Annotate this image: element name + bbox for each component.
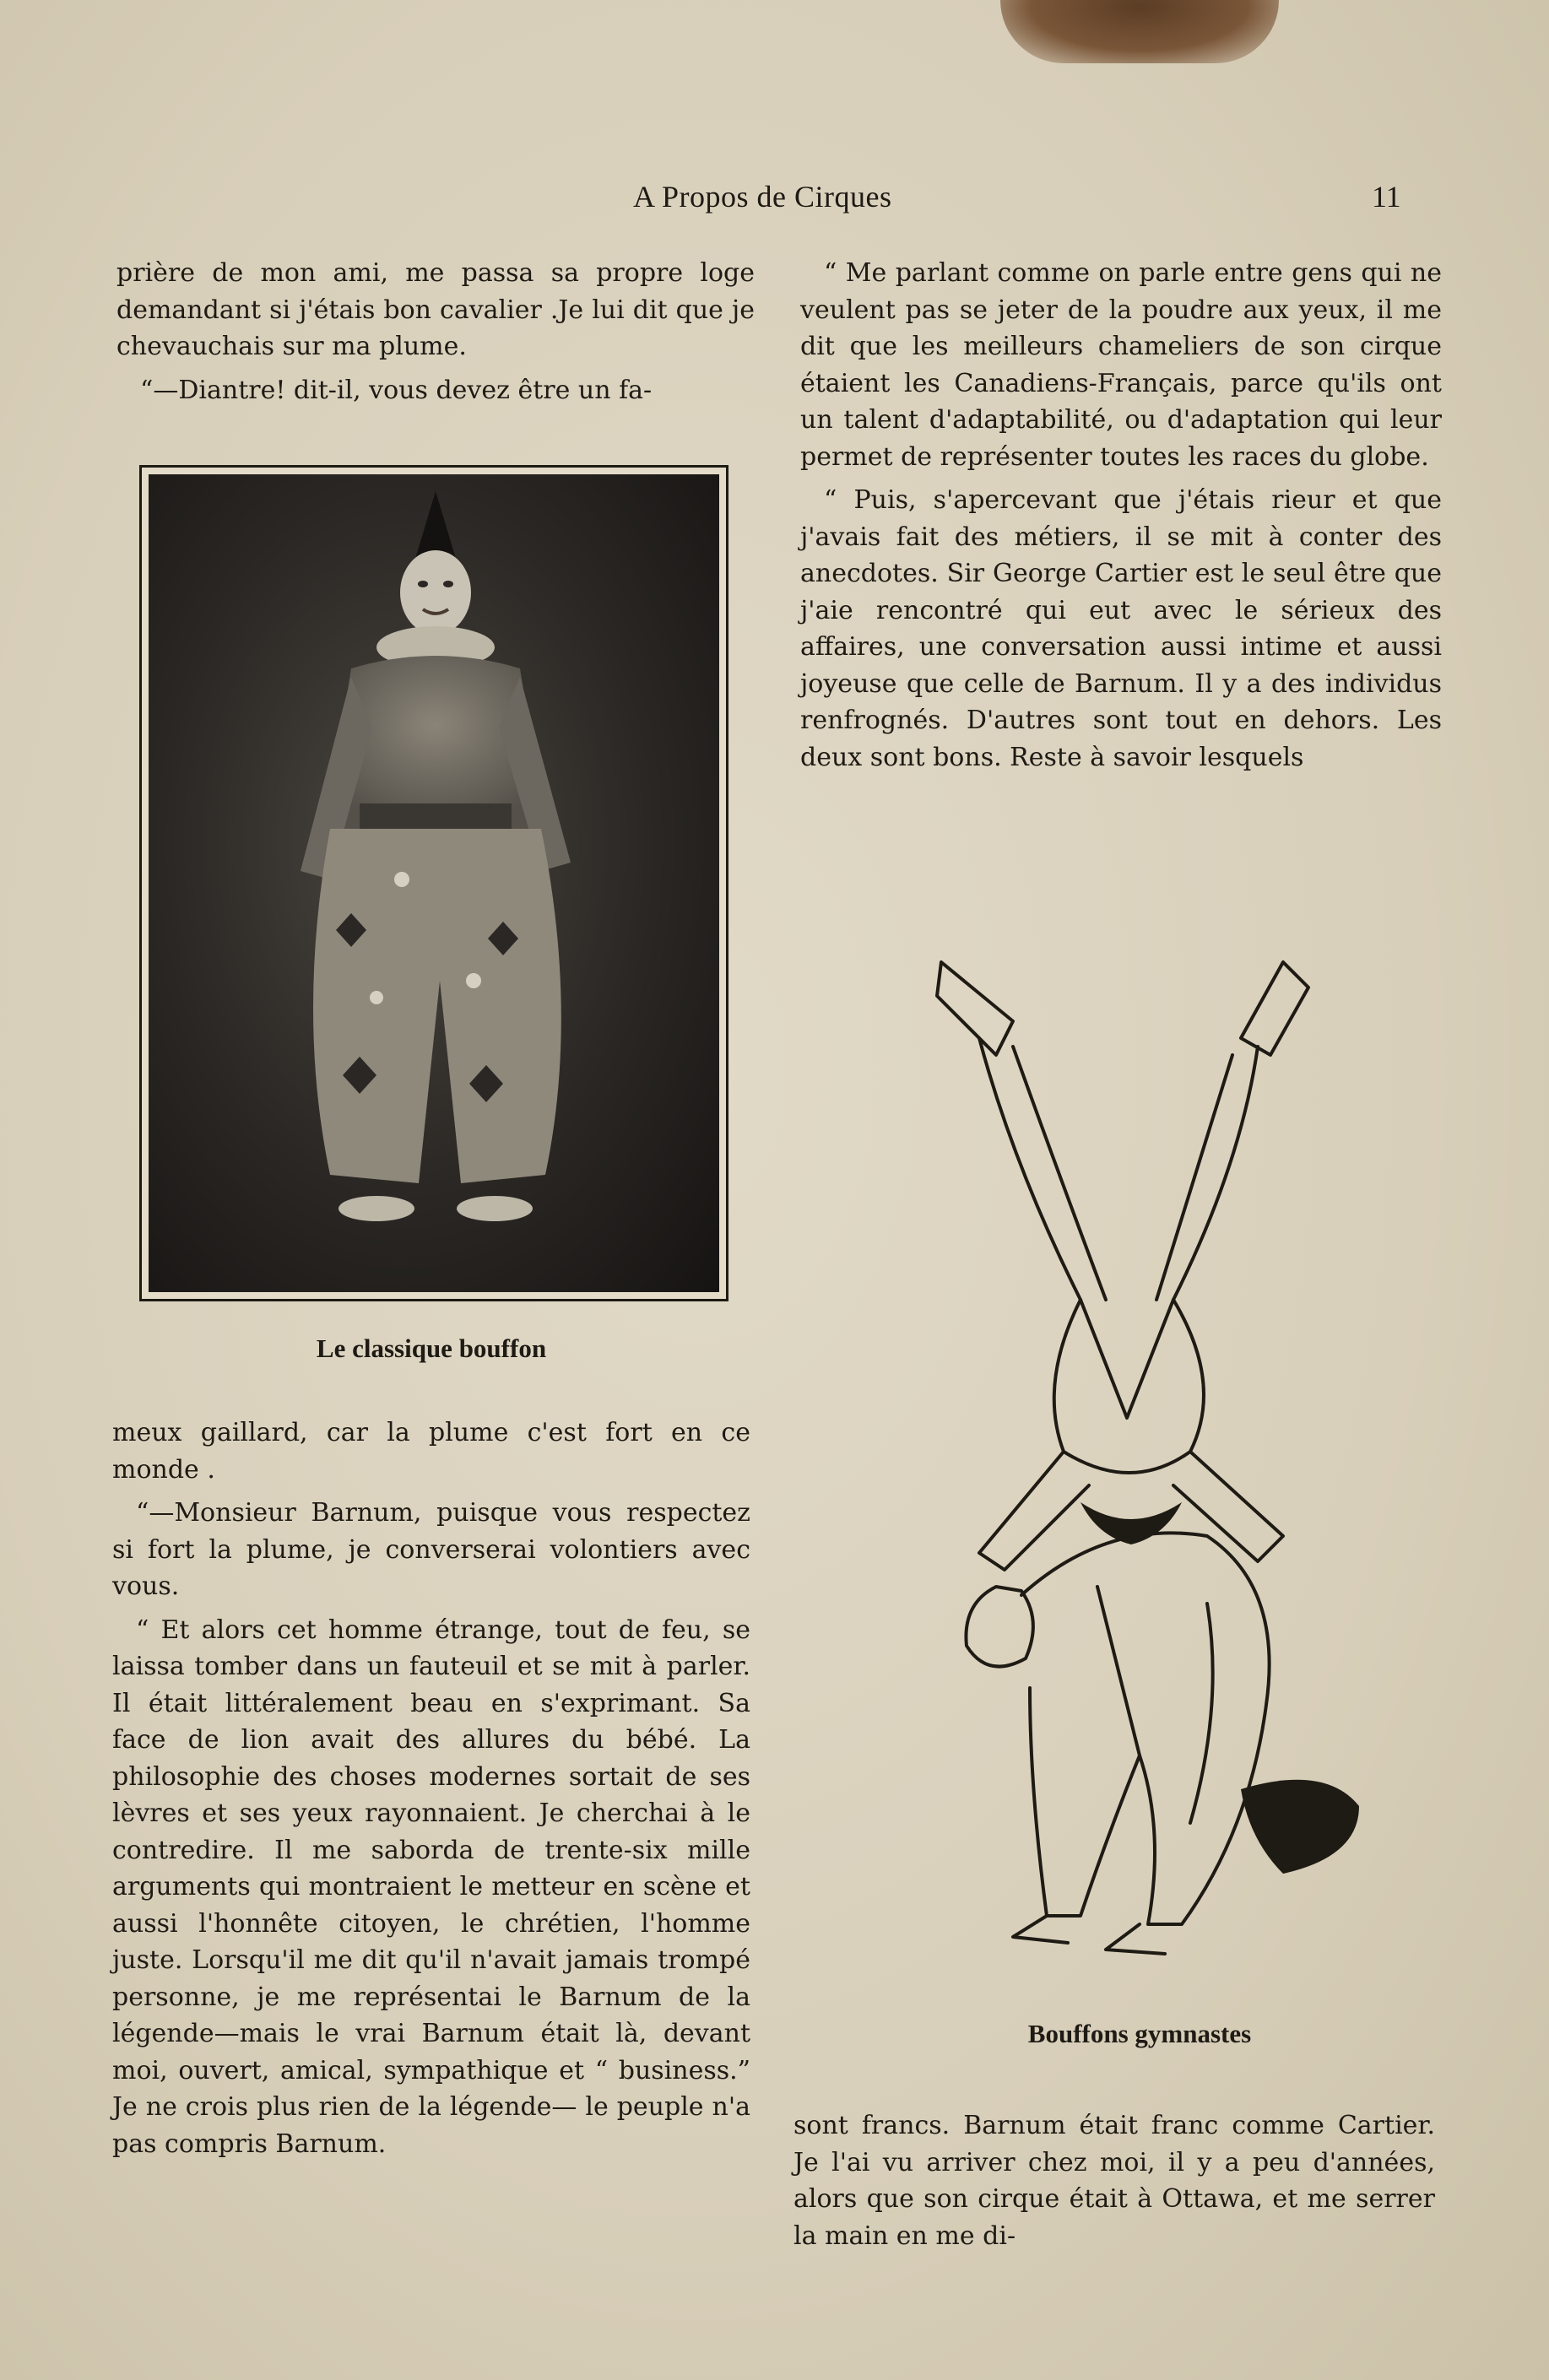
gymnast-clowns-illustration bbox=[886, 945, 1393, 2009]
paragraph: sont francs. Barnum était franc comme Cartier. Je l'ai vu arriver chez moi, il y a peu d'années, alors que son cirque était à Ottawa, et me serrer la main en me di- bbox=[793, 2111, 1435, 2251]
page-number: 11 bbox=[1372, 180, 1401, 214]
paragraph: “—Monsieur Barnum, puisque vous respectez si fort la plume, je converserai volontiers avec vous. bbox=[112, 1498, 750, 1601]
paragraph: “ Me parlant comme on parle entre gens qui ne veulent pas se jeter de la poudre aux yeux, il me dit que les meilleurs chameliers de son cirque étaient les Canadiens-Français, parce qu'ils ont un talent d'adaptabilité, ou d'adaptation qui leur permet de représenter toutes les races du globe. bbox=[800, 258, 1442, 472]
clown-photo-image bbox=[149, 474, 719, 1292]
clown-figure-illustration bbox=[149, 474, 714, 1287]
right-column-bottom-text bbox=[793, 2107, 1435, 2261]
paragraph: “—Diantre! dit-il, vous devez être un fa- bbox=[140, 375, 653, 405]
right-column-top-text bbox=[800, 255, 1442, 782]
running-title: A Propos de Cirques bbox=[633, 180, 892, 214]
drawing-caption: Bouffons gymnastes bbox=[1027, 2019, 1252, 2048]
left-column-bottom-text bbox=[112, 1414, 750, 2169]
water-stain bbox=[1000, 0, 1279, 63]
paragraph: prière de mon ami, me passa sa propre loge demandant si j'étais bon cavalier .Je lui dit que je chevauchais sur ma plume. bbox=[116, 258, 755, 361]
acrobat-clowns-drawing bbox=[886, 945, 1393, 2009]
clown-photo bbox=[139, 465, 728, 1301]
paragraph: “ Et alors cet homme étrange, tout de feu, se laissa tomber dans un fauteuil et se mit à parler. Il était littéralement beau en s'exprimant. Sa face de lion avait des allures du bébé. La philosophie des choses modernes sortait de ses lèvres et ses yeux rayonnaient. Je cherchai à le contredire. Il me saborda de trente-six mille arguments qui montraient le metteur en scène et aussi l'honnête citoyen, le chrétien, l'homme juste. Lorsqu'il me dit qu'il n'avait jamais trompé personne, je me représentai le Barnum de la légende—mais le vrai Barnum était là, devant moi, ouvert, amical, sympathique et “ business.” Je ne crois plus rien de la légende— le peuple n'a pas compris Barnum. bbox=[112, 1615, 750, 2159]
paragraph: “ Puis, s'apercevant que j'étais rieur et que j'avais fait des métiers, il se mit à conter des anecdotes. Sir George Cartier est le seul être que j'aie rencontré qui eut avec le sérieux des affaires, une conversation aussi intime et aussi joyeuse que celle de Barnum. Il y a des individus renfrognés. D'autres sont tout en dehors. Les deux sont bons. Reste à savoir lesquels bbox=[800, 485, 1442, 772]
left-column-top-text bbox=[116, 255, 755, 415]
photo-caption: Le classique bouffon bbox=[316, 1333, 547, 1363]
paragraph: meux gaillard, car la plume c'est fort en ce monde . bbox=[112, 1418, 750, 1485]
page-header bbox=[0, 179, 1549, 221]
